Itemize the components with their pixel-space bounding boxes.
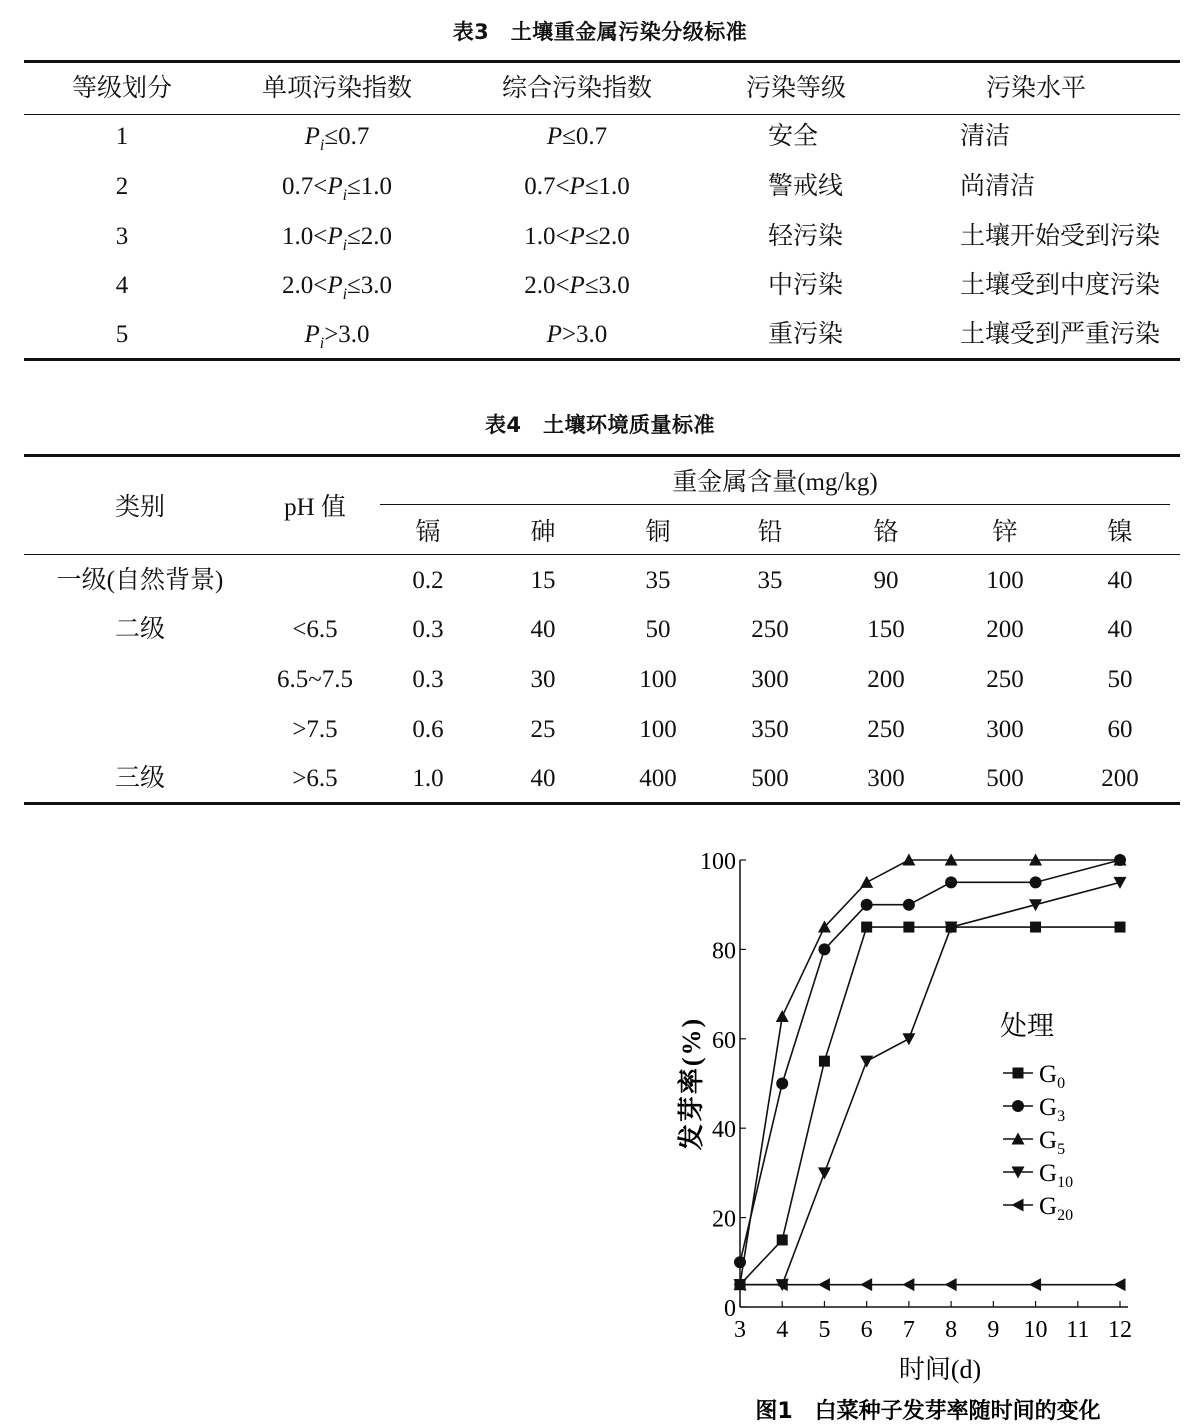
y-axis-label: 发芽率(%) [677, 1016, 706, 1151]
table4-ph: 6.5~7.5 [276, 666, 354, 693]
x-tick-label: 9 [987, 1317, 1000, 1343]
data-point-G20 [902, 1278, 914, 1291]
table4-metal-header: 锌 [992, 519, 1018, 546]
table3-cell: $0.7<P_i\le 1.0$ [281, 173, 393, 204]
table4-value: 40 [530, 616, 556, 643]
data-point-G5 [776, 1010, 789, 1022]
data-point-G0 [1030, 922, 1041, 933]
x-tick-label: 10 [1023, 1317, 1048, 1343]
table4-metal-header: 镉 [415, 519, 441, 546]
data-point-G3 [903, 899, 915, 911]
table4-value: 500 [986, 765, 1024, 792]
y-tick-label: 20 [712, 1206, 736, 1233]
data-point-G20 [860, 1278, 872, 1291]
table3-cell: P>3.0 [546, 321, 608, 348]
table4-value: 400 [639, 765, 677, 792]
table4-value: 100 [639, 716, 677, 743]
table3-header-2: 综合污染指数 [501, 75, 652, 102]
data-point-G0 [1115, 922, 1126, 933]
y-tick-label: 40 [712, 1117, 736, 1144]
table4-value: 100 [639, 666, 677, 693]
table4-header-ph: pH 值 [284, 494, 346, 521]
table3-cell: 安全 [768, 123, 819, 150]
table3-cell: $2.0<P_i\le 3.0$ [281, 272, 393, 303]
table3-cell: 尚清洁 [960, 173, 1036, 200]
table4-value: 90 [873, 567, 899, 594]
table3-cell: 5 [115, 321, 129, 348]
table4-value: 250 [986, 666, 1024, 693]
table4-value: 1.0 [412, 765, 444, 792]
germination-chart [0, 820, 1200, 1428]
table4-ph: <6.5 [292, 616, 338, 643]
legend-label: $G_{20}$ [1039, 1193, 1074, 1224]
table4-category: 二级 [114, 616, 165, 643]
table4-value: 0.2 [412, 567, 444, 594]
legend-label: $G_{10}$ [1039, 1160, 1074, 1191]
y-tick-label: 80 [712, 938, 736, 965]
table4-value: 50 [645, 616, 671, 643]
table4-metal-header: 铅 [757, 519, 783, 546]
table4-bottom-rule [24, 802, 1180, 805]
table4-value: 300 [751, 666, 789, 693]
table3-top-rule [24, 60, 1180, 63]
table4-value: 35 [757, 567, 783, 594]
legend-label: $G_5$ [1039, 1127, 1066, 1158]
table3-cell: 土壤开始受到污染 [960, 223, 1161, 250]
data-point-G10 [818, 1167, 831, 1179]
table3-cell: 1 [115, 123, 129, 150]
table4-value: 200 [1101, 765, 1139, 792]
table4-header-group: 重金属含量(mg/kg) [672, 469, 878, 496]
y-tick-label: 60 [712, 1027, 736, 1054]
table3-cell: $P_i\le 0.7$ [304, 123, 370, 154]
table4-value: 150 [867, 616, 905, 643]
x-tick-label: 11 [1066, 1317, 1090, 1343]
table4-metal-header: 铬 [873, 519, 899, 546]
x-tick-label: 12 [1108, 1317, 1132, 1343]
table3-cell: 轻污染 [768, 223, 844, 250]
legend-marker [1013, 1068, 1024, 1079]
x-tick-label: 4 [776, 1317, 789, 1343]
table4-value: 40 [1107, 616, 1133, 643]
table4-group-rule [380, 504, 1170, 505]
table4-value: 250 [751, 616, 789, 643]
figure-caption: 图1 白菜种子发芽率随时间的变化 [755, 1399, 1101, 1424]
table4-value: 100 [986, 567, 1024, 594]
table4-value: 200 [986, 616, 1024, 643]
table4-category: 一级(自然背景) [56, 567, 224, 594]
series-line-G3 [740, 860, 1120, 1262]
legend-label: $G_3$ [1039, 1094, 1066, 1125]
table4-value: 40 [1107, 567, 1133, 594]
table3-cell: 重污染 [768, 321, 844, 348]
table4-metal-header: 铜 [645, 519, 671, 546]
legend-marker [1012, 1100, 1024, 1112]
table3-cell: P≤0.7 [546, 123, 608, 150]
data-point-G10 [860, 1056, 873, 1068]
table4-value: 250 [867, 716, 905, 743]
x-tick-label: 6 [860, 1317, 873, 1343]
table3-cell: 2 [115, 173, 129, 200]
table3-header-0: 等级划分 [71, 75, 172, 102]
table4-value: 500 [751, 765, 789, 792]
table4-caption: 表4 土壤环境质量标准 [484, 413, 716, 437]
table4-value: 25 [530, 716, 556, 743]
table4-value: 0.6 [412, 716, 444, 743]
table4-metal-header: 镍 [1107, 519, 1133, 546]
table3-cell: 0.7<P≤1.0 [524, 173, 630, 200]
table3-cell: 土壤受到中度污染 [960, 272, 1161, 299]
y-tick-label: 100 [700, 849, 736, 875]
data-point-G20 [1114, 1278, 1126, 1291]
data-point-G3 [945, 876, 957, 888]
x-tick-label: 8 [945, 1317, 958, 1343]
table4-value: 50 [1107, 666, 1133, 693]
x-axis-label: 时间(d) [898, 1355, 982, 1384]
data-point-G0 [777, 1234, 788, 1245]
table3-header-3: 污染等级 [745, 75, 846, 102]
table4-header-category: 类别 [114, 494, 165, 521]
table4-value: 60 [1107, 716, 1133, 743]
legend-title: 处理 [1000, 1011, 1054, 1041]
table3-header-1: 单项污染指数 [261, 75, 412, 102]
data-point-G3 [1030, 876, 1042, 888]
table3-cell: 警戒线 [768, 173, 844, 200]
table4-category: 三级 [114, 765, 165, 792]
table3-cell: $P_i>3.0$ [304, 321, 370, 352]
table3-cell: 3 [115, 223, 129, 250]
table4-value: 0.3 [412, 616, 444, 643]
table3-cell: 清洁 [960, 123, 1011, 150]
table3-header-4: 污染水平 [985, 75, 1086, 102]
table3-cell: 4 [115, 272, 129, 299]
data-point-G0 [819, 1056, 830, 1067]
table3-header-rule [24, 114, 1180, 115]
data-point-G5 [860, 876, 873, 888]
table3-cell: 土壤受到严重污染 [960, 321, 1161, 348]
table4-top-rule [24, 454, 1180, 457]
data-point-G0 [903, 922, 914, 933]
table4-value: 35 [645, 567, 671, 594]
table4-value: 15 [530, 567, 556, 594]
table3-cell: 2.0<P≤3.0 [524, 272, 630, 299]
data-point-G10 [902, 1033, 915, 1045]
x-tick-label: 7 [902, 1317, 915, 1343]
table4-value: 300 [986, 716, 1024, 743]
data-point-G3 [776, 1078, 788, 1090]
data-point-G3 [861, 899, 873, 911]
x-tick-label: 5 [818, 1317, 831, 1343]
data-point-G0 [861, 922, 872, 933]
table4-metal-header: 砷 [530, 519, 556, 546]
table3-cell: 中污染 [768, 272, 844, 299]
data-point-G20 [1029, 1278, 1041, 1291]
table4-value: 30 [530, 666, 556, 693]
x-tick-label: 3 [734, 1317, 746, 1343]
table4-value: 350 [751, 716, 789, 743]
y-tick-label: 0 [724, 1296, 736, 1322]
table4-value: 300 [867, 765, 905, 792]
table3-bottom-rule [24, 358, 1180, 361]
table4-value: 40 [530, 765, 556, 792]
table4-header-rule [24, 554, 1180, 555]
legend-marker [1012, 1199, 1024, 1212]
data-point-G20 [945, 1278, 957, 1291]
data-point-G20 [818, 1278, 830, 1291]
table4-ph: >6.5 [292, 765, 338, 792]
table3-cell: 1.0<P≤2.0 [524, 223, 630, 250]
table4-value: 0.3 [412, 666, 444, 693]
table3-caption: 表3 土壤重金属污染分级标准 [452, 20, 748, 44]
table4-ph: >7.5 [292, 716, 338, 743]
table3-cell: $1.0<P_i\le 2.0$ [281, 223, 393, 254]
data-point-G3 [818, 943, 830, 955]
table4-value: 200 [867, 666, 905, 693]
legend-label: $G_0$ [1039, 1061, 1066, 1092]
